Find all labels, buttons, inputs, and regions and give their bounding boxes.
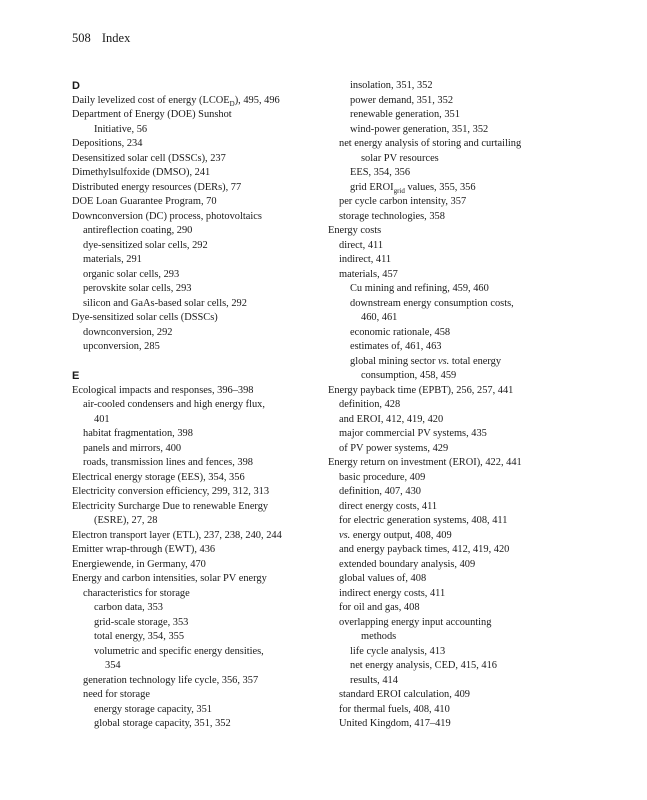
entry-italic: vs.: [438, 355, 450, 367]
entry-text: Ecological impacts and responses, 396–398: [72, 384, 254, 396]
entry-text: global mining sector: [350, 355, 439, 367]
entry-text: economic rationale, 458: [350, 326, 451, 338]
index-subentry: [72, 659, 334, 674]
entry-text: roads, transmission lines and fences, 398: [83, 457, 253, 468]
index-subentry: [328, 471, 590, 486]
entry-text: wind-power generation, 351, 352: [350, 123, 489, 135]
entry-text: results, 414: [350, 674, 398, 686]
index-subentry: [328, 326, 590, 341]
entry-text: indirect, 411: [339, 254, 392, 265]
index-subentry: [328, 210, 590, 225]
entry-text: Energy payback time (EPBT), 256, 257, 441: [328, 384, 514, 396]
entry-text: net energy analysis, CED, 415, 416: [350, 660, 497, 671]
index-subentry: [328, 543, 590, 558]
entry-text: antireflection coating, 290: [83, 225, 193, 236]
entry-text: carbon data, 353: [94, 602, 163, 613]
index-subentry: [72, 703, 334, 718]
entry-text: organic solar cells, 293: [83, 268, 180, 280]
index-subentry: [72, 456, 334, 471]
entry-text: direct, 411: [339, 239, 384, 251]
index-subentry: [328, 529, 590, 544]
entry-text: power demand, 351, 352: [350, 94, 454, 106]
entry-text: standard EROI calculation, 409: [339, 689, 470, 700]
entry-text: Electrical energy storage (EES), 354, 356: [72, 471, 245, 483]
index-entry: [72, 572, 334, 587]
index-subentry: [72, 297, 334, 312]
entry-text: 354: [105, 660, 121, 671]
index-entry: [72, 152, 334, 167]
entry-text: Electron transport layer (ETL), 237, 238, 240, 244: [72, 529, 282, 541]
entry-text: DOE Loan Guarantee Program, 70: [72, 196, 217, 207]
index-section-letter: D: [72, 80, 80, 92]
entry-text: EES, 354, 356: [350, 167, 411, 178]
index-section-letter: E: [72, 370, 80, 382]
index-subentry: [72, 398, 334, 413]
entry-text: grid-scale storage, 353: [94, 616, 189, 628]
entry-text: panels and mirrors, 400: [83, 442, 182, 454]
index-subentry: [72, 717, 334, 732]
entry-text: definition, 407, 430: [339, 486, 421, 497]
entry-text: per cycle carbon intensity, 357: [339, 196, 467, 207]
entry-text: Electricity Surcharge Due to renewable Energy: [72, 500, 269, 512]
entry-text: direct energy costs, 411: [339, 500, 438, 512]
entry-text: consumption, 458, 459: [361, 370, 457, 381]
entry-text: Energy costs: [328, 225, 382, 236]
entry-text: for oil and gas, 408: [339, 602, 420, 613]
entry-text: Desensitized solar cell (DSSCs), 237: [72, 152, 226, 164]
index-subentry: [328, 703, 590, 718]
entry-text: Dimethylsulfoxide (DMSO), 241: [72, 167, 211, 178]
index-subentry: [328, 94, 590, 109]
index-subentry: [328, 340, 590, 355]
entry-text: for thermal fuels, 408, 410: [339, 703, 450, 715]
index-subentry: [328, 413, 590, 428]
index-subentry: [328, 514, 590, 529]
index-subentry: [328, 572, 590, 587]
index-subentry: [72, 587, 334, 602]
index-subentry: [328, 717, 590, 732]
index-subentry: [328, 442, 590, 457]
entry-text: of PV power systems, 429: [339, 442, 449, 454]
entry-text: net energy analysis of storing and curtailing: [339, 138, 522, 149]
index-subentry: [328, 239, 590, 254]
entry-text: Daily levelized cost of energy (LCOE: [72, 94, 230, 106]
index-subentry: [328, 123, 590, 138]
entry-text: and energy payback times, 412, 419, 420: [339, 544, 510, 555]
entry-text-tail: total energy: [449, 355, 502, 367]
index-subentry: [72, 326, 334, 341]
index-subentry: [72, 340, 334, 355]
entry-text: total energy, 354, 355: [94, 631, 185, 642]
index-subentry: [72, 123, 334, 138]
entry-text: global storage capacity, 351, 352: [94, 718, 231, 729]
entry-text: Emitter wrap-through (EWT), 436: [72, 544, 216, 555]
section-gap: [72, 355, 334, 370]
index-subentry: [328, 485, 590, 500]
index-subentry: [328, 688, 590, 703]
index-subentry: [328, 500, 590, 515]
entry-italic: vs.: [339, 529, 351, 541]
index-subentry: [328, 427, 590, 442]
entry-text: Initiative, 56: [94, 123, 148, 135]
index-subentry: [328, 253, 590, 268]
entry-text: dye-sensitized solar cells, 292: [83, 239, 208, 251]
index-subentry: [72, 427, 334, 442]
entry-subscript: D: [229, 99, 235, 108]
index-entry: [72, 485, 334, 500]
entry-text: 401: [94, 413, 110, 425]
entry-text: overlapping energy input accounting: [339, 616, 492, 628]
index-subentry: [328, 659, 590, 674]
index-entry: [72, 210, 334, 225]
index-subentry: [328, 311, 590, 326]
running-title: Index: [101, 31, 131, 45]
index-subentry: [72, 674, 334, 689]
entry-text: extended boundary analysis, 409: [339, 558, 476, 570]
index-entry: [72, 166, 334, 181]
index-subentry: [328, 616, 590, 631]
index-entry: [72, 108, 334, 123]
index-subentry: [328, 181, 590, 196]
index-subentry: [328, 166, 590, 181]
entry-text: perovskite solar cells, 293: [83, 283, 192, 294]
entry-text: energy storage capacity, 351: [94, 703, 212, 715]
entry-text: renewable generation, 351: [350, 109, 460, 120]
entry-text: major commercial PV systems, 435: [339, 428, 487, 439]
entry-text-tail: ), 495, 496: [234, 94, 280, 106]
entry-text: insolation, 351, 352: [350, 80, 433, 91]
index-subentry: [72, 442, 334, 457]
index-entry: [72, 94, 334, 109]
entry-text: methods: [361, 631, 397, 642]
index-entry: [328, 456, 590, 471]
index-subentry: [72, 645, 334, 660]
index-subentry: [72, 514, 334, 529]
entry-text: storage technologies, 358: [339, 210, 445, 222]
index-column-left: [72, 79, 334, 732]
entry-text-tail: energy output, 408, 409: [350, 529, 452, 541]
index-subentry: [328, 152, 590, 167]
entry-text: upconversion, 285: [83, 341, 160, 352]
index-subentry: [328, 587, 590, 602]
entry-text: (ESRE), 27, 28: [94, 515, 158, 526]
entry-text: and EROI, 412, 419, 420: [339, 413, 444, 425]
index-subentry: [72, 224, 334, 239]
index-subentry: [72, 688, 334, 703]
index-subentry: [328, 674, 590, 689]
entry-text: materials, 457: [339, 268, 398, 280]
index-subentry: [72, 630, 334, 645]
index-subentry: [328, 369, 590, 384]
index-entry: [72, 500, 334, 515]
index-subentry: [72, 268, 334, 283]
entry-text: silicon and GaAs-based solar cells, 292: [83, 297, 247, 309]
index-entry: [72, 311, 334, 326]
entry-text: basic procedure, 409: [339, 471, 426, 483]
index-subentry: [328, 195, 590, 210]
index-subentry: [72, 601, 334, 616]
page-header: [72, 31, 130, 46]
entry-text: Energy and carbon intensities, solar PV energy: [72, 573, 267, 584]
index-entry: [72, 384, 334, 399]
entry-text: Energiewende, in Germany, 470: [72, 558, 206, 570]
entry-text: generation technology life cycle, 356, 357: [83, 674, 259, 686]
entry-text: definition, 428: [339, 399, 401, 410]
index-subentry: [328, 79, 590, 94]
index-subentry: [72, 616, 334, 631]
index-subentry: [72, 253, 334, 268]
index-subentry: [328, 630, 590, 645]
entry-text: characteristics for storage: [83, 587, 190, 599]
index-subentry: [328, 297, 590, 312]
entry-text: indirect energy costs, 411: [339, 587, 446, 599]
entry-text: grid EROI: [350, 181, 394, 193]
entry-text: Downconversion (DC) process, photovoltaics: [72, 210, 262, 222]
index-subentry: [328, 398, 590, 413]
index-subentry: [72, 413, 334, 428]
entry-text: United Kingdom, 417–419: [339, 718, 451, 729]
entry-text: Energy return on investment (EROI), 422, 441: [328, 457, 522, 468]
index-entry: [72, 543, 334, 558]
index-subentry: [328, 558, 590, 573]
index-column-right: [328, 79, 590, 732]
index-subentry: [328, 645, 590, 660]
entry-text: life cycle analysis, 413: [350, 645, 446, 657]
index-subentry: [72, 282, 334, 297]
entry-text: for electric generation systems, 408, 411: [339, 515, 508, 526]
index-entry: [328, 224, 590, 239]
index-subentry: [328, 355, 590, 370]
entry-text: Distributed energy resources (DERs), 77: [72, 181, 242, 193]
index-entry: [72, 195, 334, 210]
entry-text: 460, 461: [361, 312, 398, 323]
entry-text: air-cooled condensers and high energy flux,: [83, 399, 265, 410]
index-subentry: [328, 282, 590, 297]
entry-text: Depositions, 234: [72, 138, 143, 149]
index-entry: [72, 558, 334, 573]
index-entry: [72, 181, 334, 196]
entry-text: materials, 291: [83, 254, 142, 265]
index-entry: [72, 471, 334, 486]
entry-text: global values of, 408: [339, 573, 427, 584]
entry-subscript: grid: [393, 186, 405, 195]
index-subentry: [328, 268, 590, 283]
page-number: 508: [72, 31, 91, 45]
entry-text: Electricity conversion efficiency, 299, 312, 313: [72, 486, 270, 497]
entry-text: estimates of, 461, 463: [350, 341, 442, 352]
entry-text: Dye-sensitized solar cells (DSSCs): [72, 312, 218, 323]
index-subentry: [328, 601, 590, 616]
entry-text: solar PV resources: [361, 152, 439, 164]
entry-text: habitat fragmentation, 398: [83, 428, 193, 439]
index-subentry: [72, 239, 334, 254]
index-entry: [328, 384, 590, 399]
index-entry: [72, 529, 334, 544]
entry-text: need for storage: [83, 689, 150, 700]
entry-text: Cu mining and refining, 459, 460: [350, 283, 489, 294]
entry-text: downstream energy consumption costs,: [350, 297, 514, 309]
index-subentry: [328, 108, 590, 123]
index-subentry: [328, 137, 590, 152]
entry-text: Department of Energy (DOE) Sunshot: [72, 109, 232, 120]
index-entry: [72, 137, 334, 152]
entry-text: downconversion, 292: [83, 326, 173, 338]
entry-text: volumetric and specific energy densities,: [94, 645, 264, 657]
entry-text-tail: values, 355, 356: [404, 181, 476, 193]
